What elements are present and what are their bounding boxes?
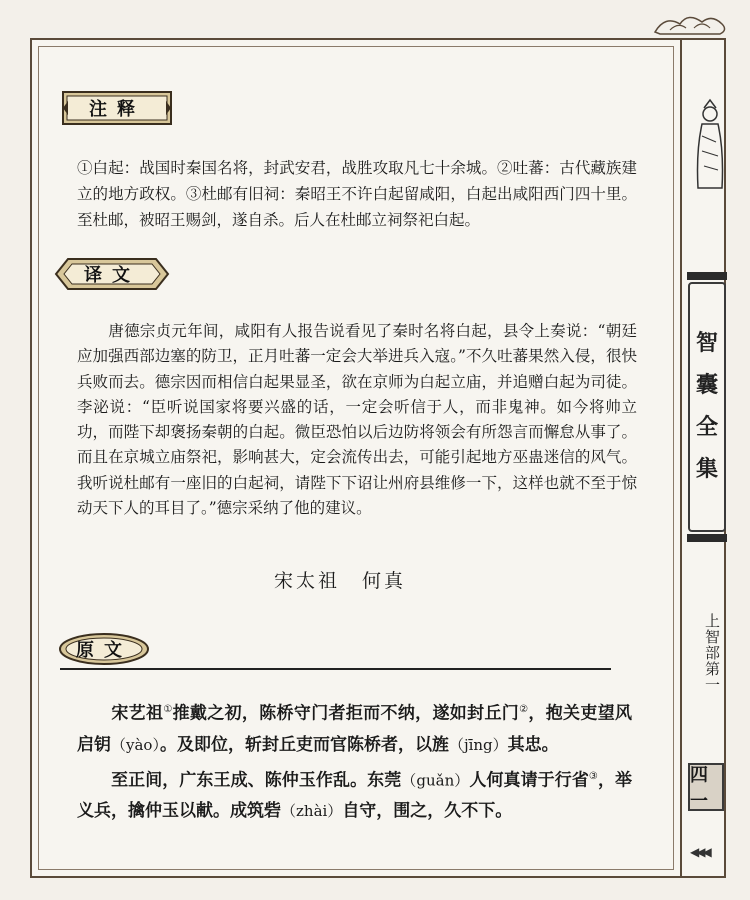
sage-figure-icon (690, 96, 726, 192)
book-title-char: 囊 (695, 373, 718, 398)
pinyin-annotation: （zhài） (281, 802, 343, 821)
footnote-marker: ① (163, 704, 173, 715)
translation-paragraph (77, 319, 637, 521)
book-title-char: 全 (695, 415, 718, 440)
book-title-char: 集 (695, 457, 718, 482)
pinyin-annotation: （jīng） (448, 735, 508, 754)
original-span: 。及即位，斩封丘吏而官陈桥者，以旌 (159, 734, 449, 755)
original-span: 宋艺祖 (111, 703, 164, 724)
pinyin-annotation: （guǎn） (401, 771, 470, 790)
notes-badge-label: 注释 (89, 99, 145, 120)
cartouche-body (688, 282, 726, 532)
notes-badge (62, 91, 172, 125)
original-paragraph (77, 761, 632, 828)
translation-text: 唐德宗贞元年间，咸阳有人报告说看见了秦时名将白起，县令上奏说：“朝廷应加强西部边塞的防卫，正月吐蕃一定会大举进兵入寇。”不久吐蕃果然入侵，很快兵败而去。德宗因而相信白起果显圣，欲在京师为白起立庙，并追赠白起为司徒。李泌说：“臣听说国家将要兴盛的话，一定会听信于人，而非鬼神。如今将帅立功，而陛下却褒扬秦朝的白起。微臣恐怕以后边防将领会有所怨言而懈怠从事了。而且在京城立庙祭祀，影响甚大，定会流传出去，可能引起地方巫蛊迷信的风气。我听说杜邮有一座旧的白起祠，请陛下下诏让州府县维修一下，这样也就不至于惊动天下人的耳目了。”德宗采纳了他的建议。 (77, 322, 637, 518)
cartouche-bottom-bar (687, 534, 727, 542)
page-number: 四一 (688, 763, 724, 811)
notes-paragraph: ①白起：战国时秦国名将，封武安君，战胜攻取凡七十余城。②吐蕃：古代藏族建立的地方政权。③杜邮有旧祠：秦昭王不许白起留咸阳，白起出咸阳西门四十里。至杜邮，被昭王赐剑，遂自杀。后人在杜邮立祠祭祀白起。 (77, 159, 637, 229)
pinyin-annotation: （yào） (111, 735, 160, 754)
cloud-ornament-icon (650, 10, 730, 40)
original-paragraph (77, 694, 632, 761)
original-span: ，举义兵，擒仲玉以献。成筑砦 (77, 770, 633, 822)
section-heading: 宋太祖 何真 (273, 570, 406, 592)
footnote-marker: ③ (588, 770, 598, 782)
footnote-marker: ② (519, 704, 529, 715)
original-span: 人何真请于行省 (469, 770, 589, 791)
original-span: 自守，围之，久不下。 (342, 801, 513, 822)
page-arrow-icon: ◀◀◀ (690, 845, 709, 859)
original-span: 其忠。 (507, 734, 559, 755)
cartouche-top-bar (687, 272, 727, 280)
section-label: 上智部第一 (703, 613, 721, 693)
original-span: ，抱关吏望风启钥 (77, 703, 633, 755)
original-span: 至正间，广东王成、陈仲玉作乱。东莞 (111, 770, 402, 791)
original-text-block (77, 694, 632, 827)
book-title-char: 智 (695, 331, 718, 356)
book-title-cartouche (685, 262, 729, 552)
original-badge-label: 原文 (76, 640, 132, 661)
divider-rule (60, 668, 611, 670)
translation-badge-label: 译文 (84, 265, 140, 286)
original-badge (58, 632, 150, 666)
original-span: 推戴之初，陈桥守门者拒而不纳，遂如封丘门 (172, 703, 520, 724)
translation-badge (54, 257, 170, 291)
